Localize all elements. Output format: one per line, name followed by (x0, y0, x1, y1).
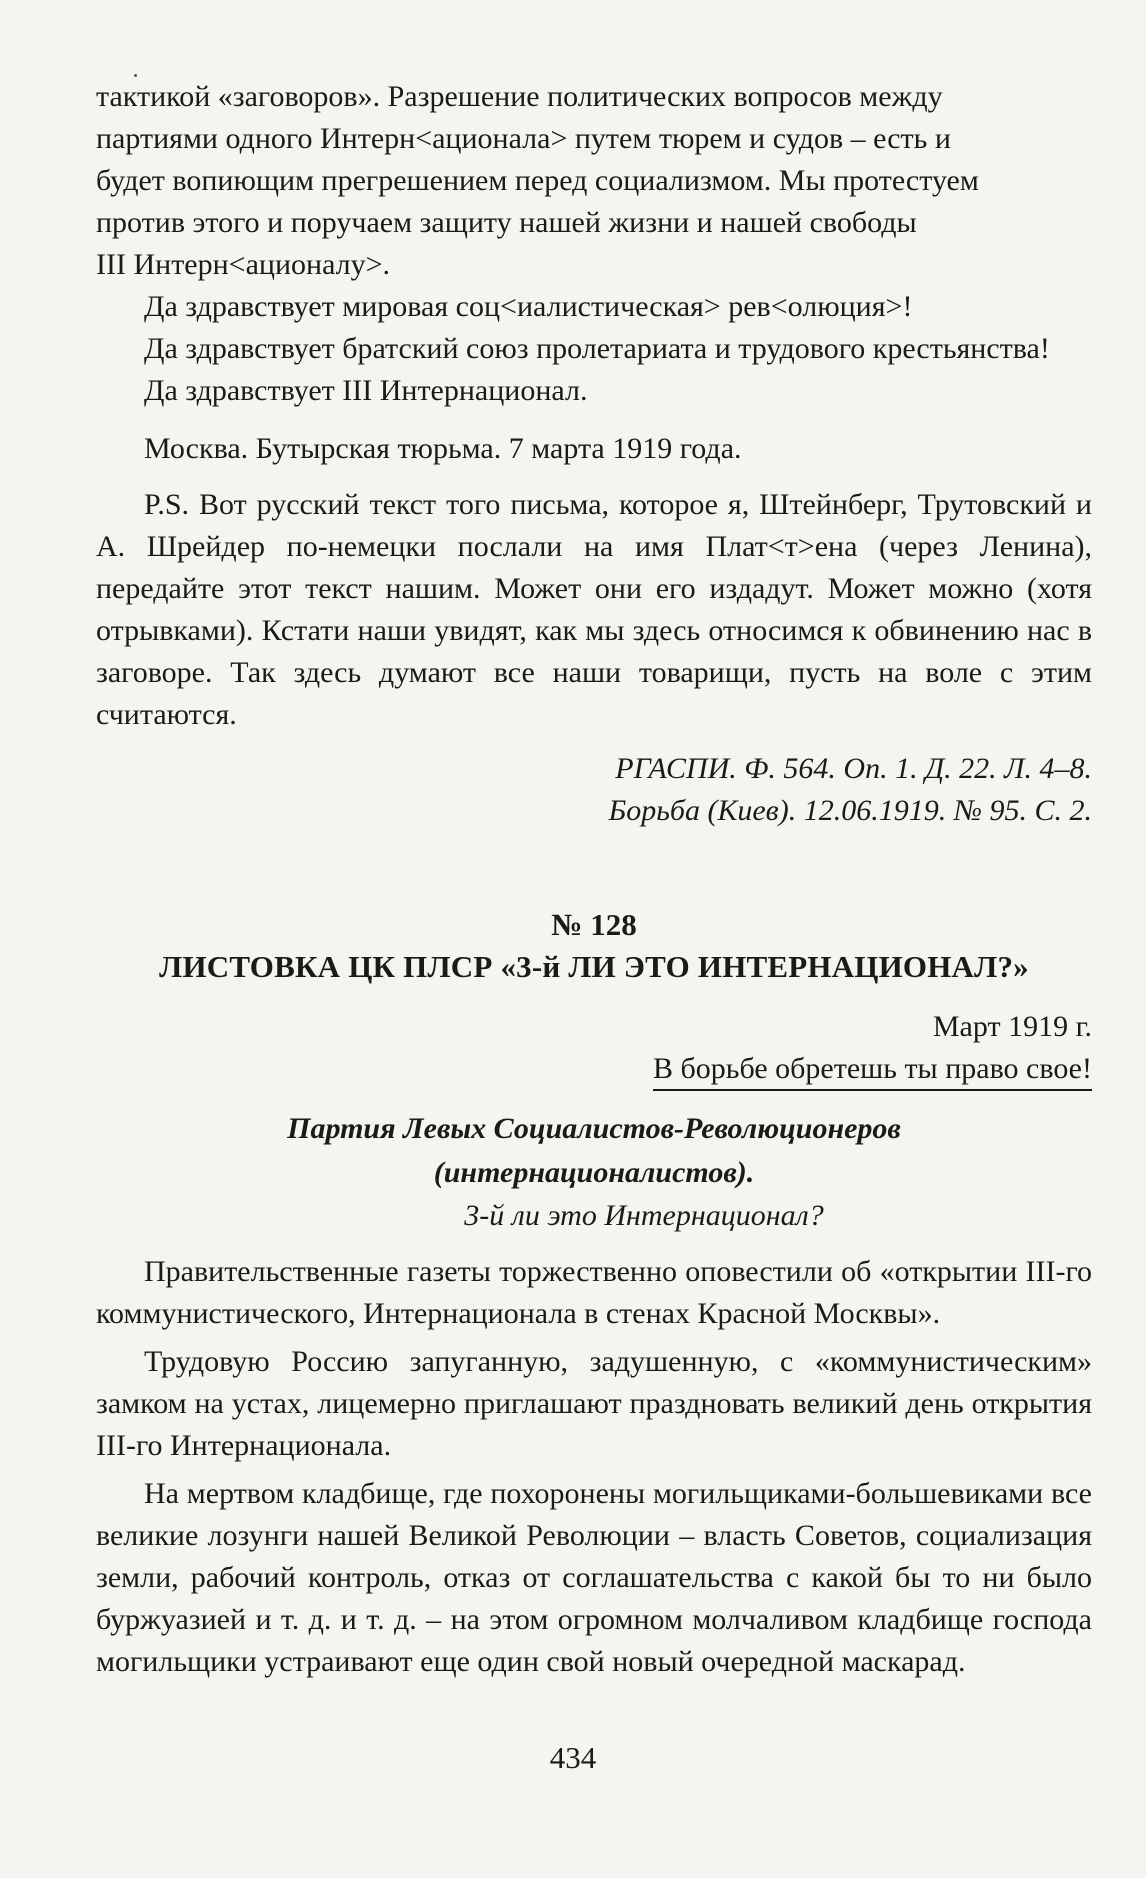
line: тактикой «заговоров». Разрешение политических вопросов между (96, 80, 943, 113)
place-date: Москва. Бутырская тюрьма. 7 марта 1919 года. (144, 432, 742, 465)
body-paragraph-3: На мертвом кладбище, где похоронены могильщиками-большевиками все великие лозунги нашей Великой Революции – власть Советов, социализация земли, рабочий контроль, отказ от соглашательства с какой бы то ни было буржуазией и т. д. и т. д. – на этом огромном молчаливом кладбище господа могильщики устраивают еще один свой новый очередной маскарад. (96, 1477, 1092, 1678)
slogan-international: Да здравствует III Интернационал. (144, 374, 588, 407)
line: III Интерн<ационалу>. (96, 248, 391, 281)
epigraph: В борьбе обретешь ты право свое! (653, 1049, 1092, 1091)
source-press: Борьба (Киев). 12.06.1919. № 95. С. 2. (608, 794, 1092, 827)
party-line-2: (интернационалистов). (433, 1156, 755, 1189)
document-date: Март 1919 г. (932, 1010, 1092, 1043)
line: партиями одного Интерн<ационала> путем тюрем и судов – есть и (96, 122, 951, 155)
epigraph-wrapper (96, 1048, 1092, 1091)
party-line-1: Партия Левых Социалистов-Революционеров (287, 1112, 901, 1145)
document-page (96, 76, 1092, 1683)
body-paragraph-2: Трудовую Россию запуганную, задушенную, с «коммунистическим» замком на устах, лицемерно приглашают праздновать великий день открытия III-го Интернационала. (96, 1345, 1092, 1462)
document-title: ЛИСТОВКА ЦК ПЛСР «3-й ЛИ ЭТО ИНТЕРНАЦИОНАЛ?» (159, 949, 1029, 984)
postscript: P.S. Вот русский текст того письма, которое я, Штейнберг, Трутовский и А. Шрейдер по-немецки послали на имя Плат<т>ена (через Ленина), передайте этот текст нашим. Может они его издадут. Может можно (хотя отрывками). Кстати наши увидят, как мы здесь относимся к обвинению нас в заговоре. Так здесь думают все наши товарищи, пусть на воле с этим считаются. (96, 488, 1092, 731)
line: будет вопиющим прегрешением перед социализмом. Мы протестуем (96, 164, 979, 197)
document-number: № 128 (551, 907, 637, 942)
slogan-union: Да здравствует братский союз пролетариата и трудового крестьянства! (144, 332, 1050, 365)
line: против этого и поручаем защиту нашей жизни и нашей свободы (96, 206, 917, 239)
page-number: 434 (549, 1740, 597, 1775)
source-archive: РГАСПИ. Ф. 564. Оп. 1. Д. 22. Л. 4–8. (615, 752, 1092, 785)
continued-text (96, 76, 1092, 286)
slogan-revolution: Да здравствует мировая соц<иалистическая> рев<олюция>! (144, 290, 913, 323)
body-paragraph-1: Правительственные газеты торжественно оповестили об «открытии III-го коммунистического, Интернационала в стенах Красной Москвы». (96, 1255, 1092, 1330)
party-name (96, 1107, 1092, 1195)
leaflet-subtitle: 3-й ли это Интернационал? (464, 1199, 824, 1232)
